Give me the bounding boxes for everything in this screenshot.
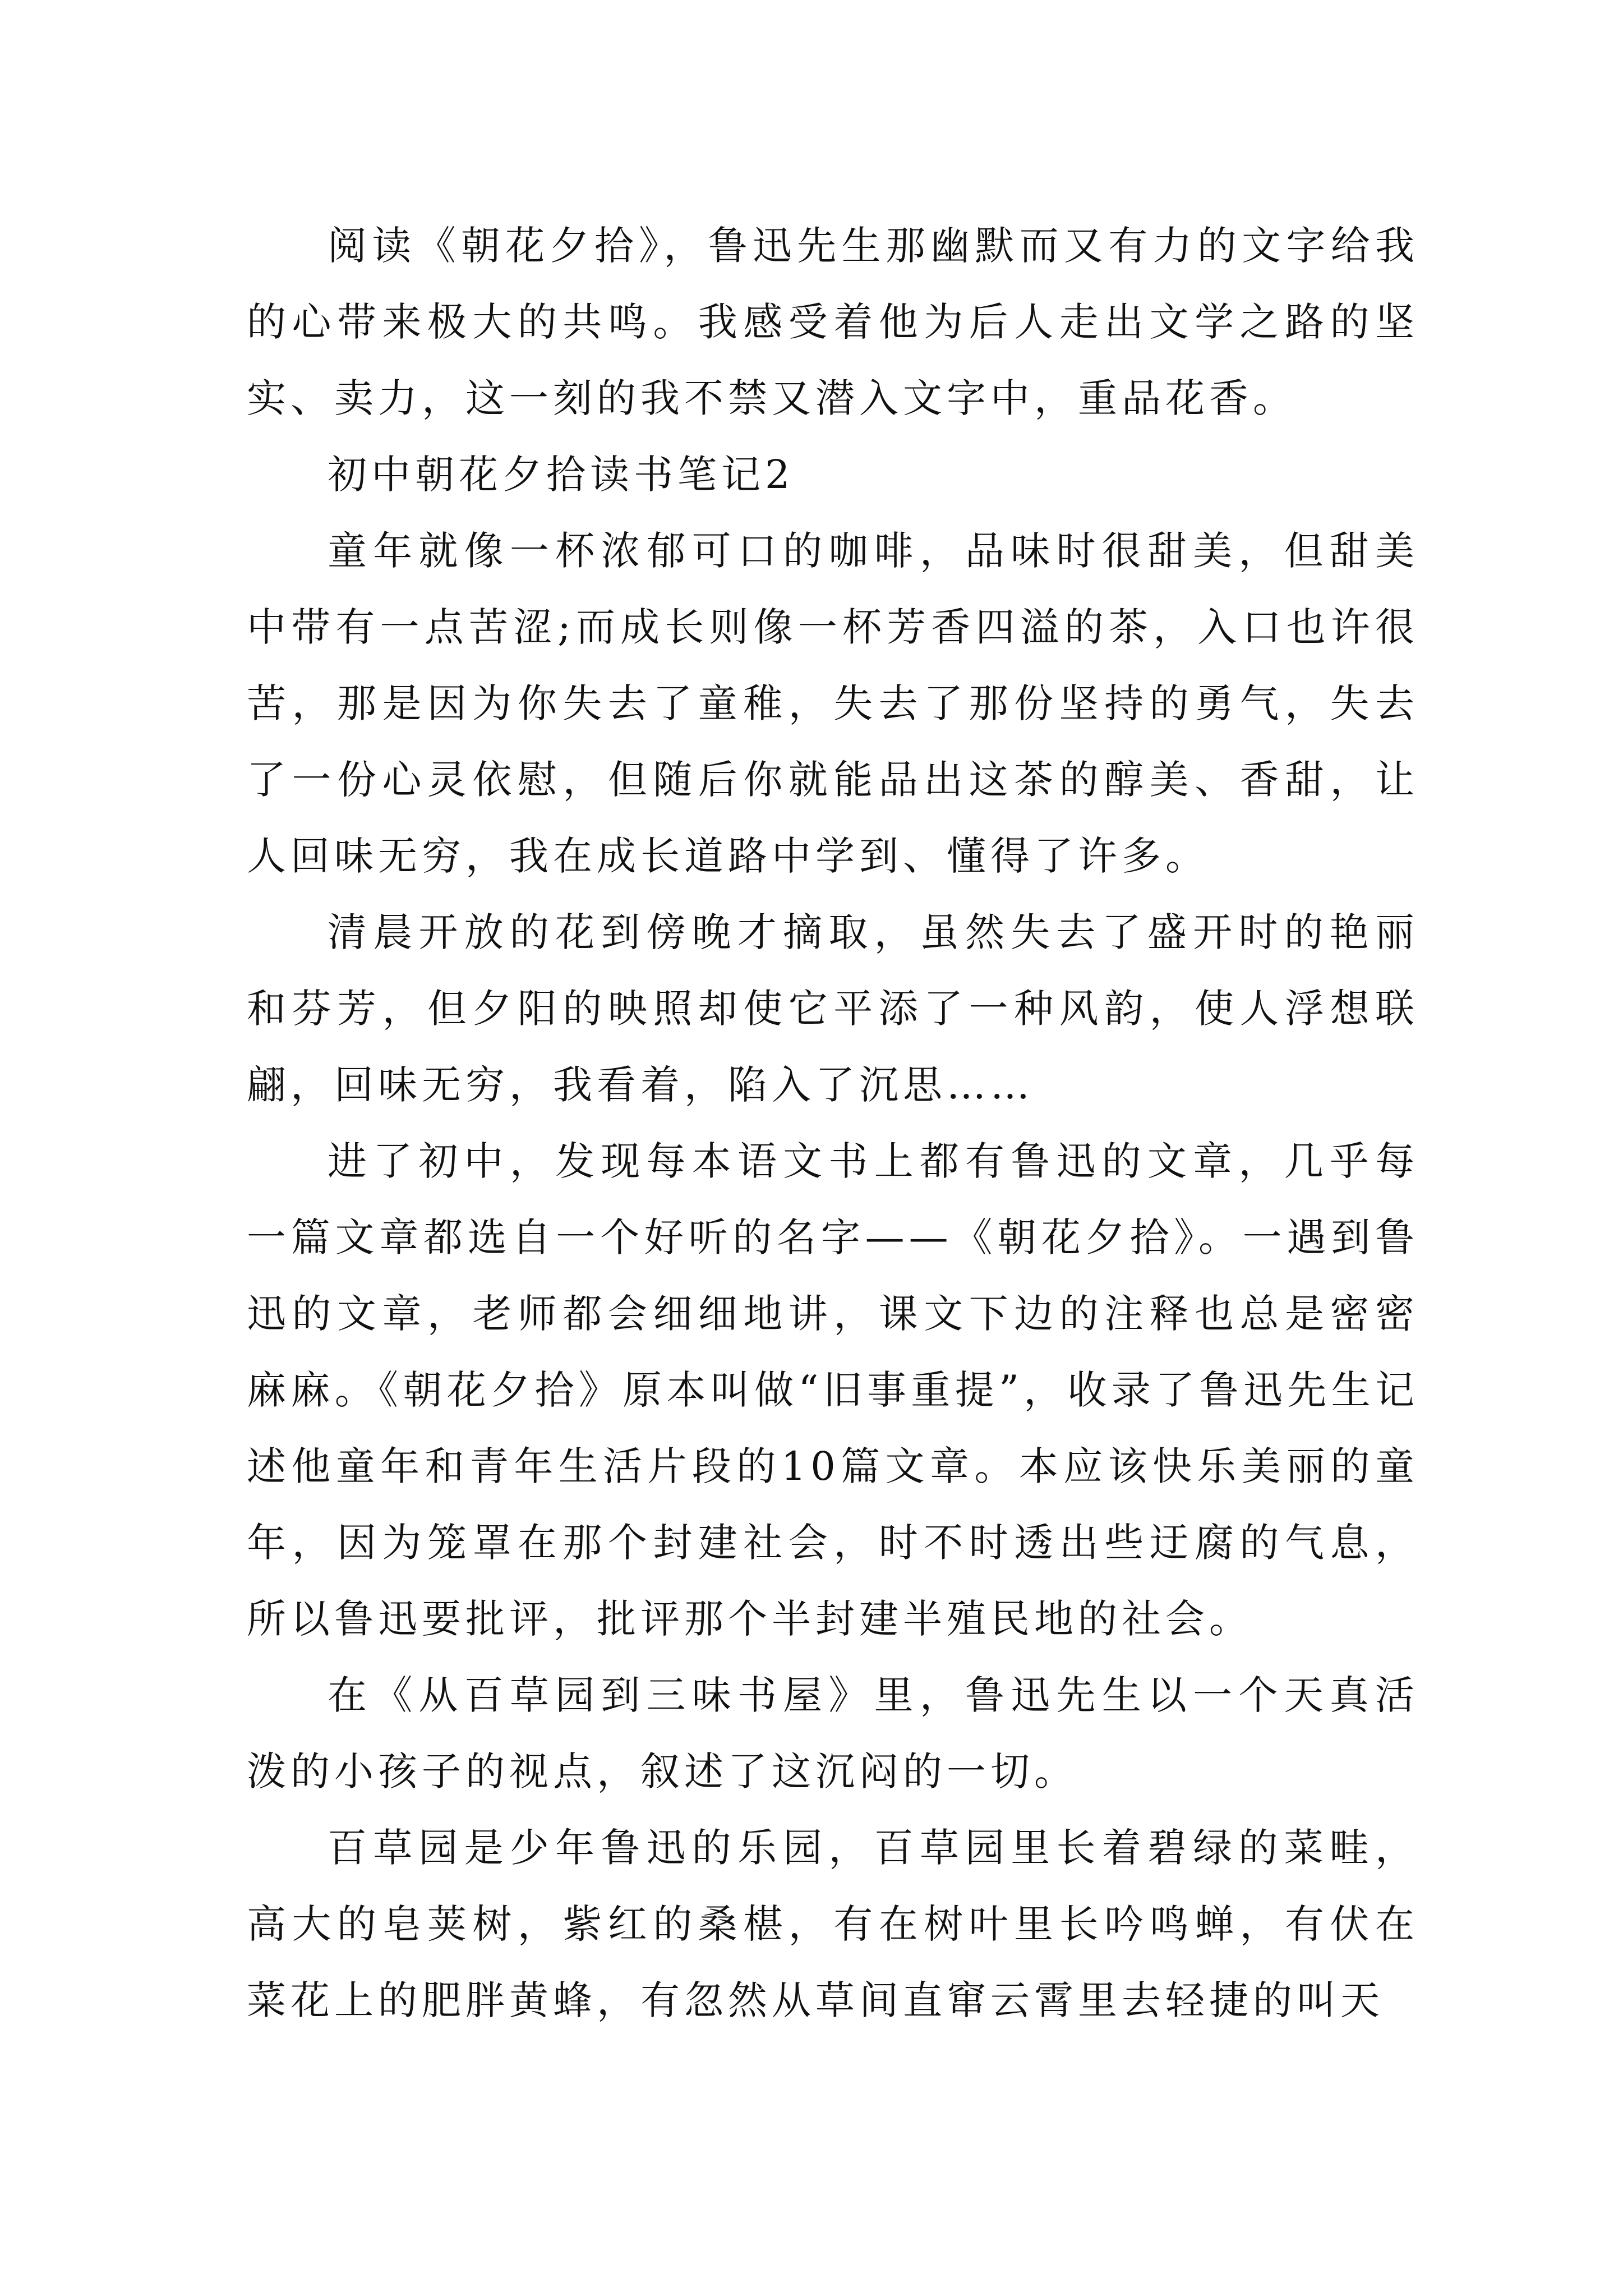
paragraph-baicaoyuan-intro: 在《从百草园到三味书屋》里，鲁迅先生以一个天真活泼的小孩子的视点，叙述了这沉闷的一切。 <box>247 1672 1419 1795</box>
paragraph-morning-flower: 清晨开放的花到傍晚才摘取，虽然失去了盛开时的艳丽和芬芳，但夕阳的映照却使它平添了一种风韵，使人浮想联翩，回味无穷，我看着，陷入了沉思…… <box>247 909 1419 1108</box>
paragraph-childhood-coffee: 童年就像一杯浓郁可口的咖啡，品味时很甜美，但甜美中带有一点苦涩;而成长则像一杯芳香四溢的茶，入口也许很苦，那是因为你失去了童稚，失去了那份坚持的勇气，失去了一份心灵依慰，但随后你就能品出这茶的醇美、香甜，让人回味无穷，我在成长道路中学到、懂得了许多。 <box>247 528 1419 879</box>
paragraph-baicaoyuan-paradise: 百草园是少年鲁迅的乐园，百草园里长着碧绿的菜畦，高大的皂荚树，紫红的桑椹，有在树叶里长吟鸣蝉，有伏在菜花上的肥胖黄蜂，有忽然从草间直窜云霄里去轻捷的叫天 <box>247 1825 1419 2023</box>
paragraph-reading-intro: 阅读《朝花夕拾》，鲁迅先生那幽默而又有力的文字给我的心带来极大的共鸣。我感受着他为后人走出文学之路的坚实、卖力，这一刻的我不禁又潜入文字中，重品花香。 <box>247 223 1419 421</box>
body-text <box>247 208 1419 2039</box>
paragraph-middle-school: 进了初中，发现每本语文书上都有鲁迅的文章，几乎每一篇文章都选自一个好听的名字——《朝花夕拾》。一遇到鲁迅的文章，老师都会细细地讲，课文下边的注释也总是密密麻麻。《朝花夕拾》原本叫做“旧事重提”，收录了鲁迅先生记述他童年和青年生活片段的10篇文章。本应该快乐美丽的童年，因为笼罩在那个封建社会，时不时透出些迂腐的气息，所以鲁迅要批评，批评那个半封建半殖民地的社会。 <box>247 1138 1419 1642</box>
section-heading: 初中朝花夕拾读书笔记2 <box>328 452 795 498</box>
